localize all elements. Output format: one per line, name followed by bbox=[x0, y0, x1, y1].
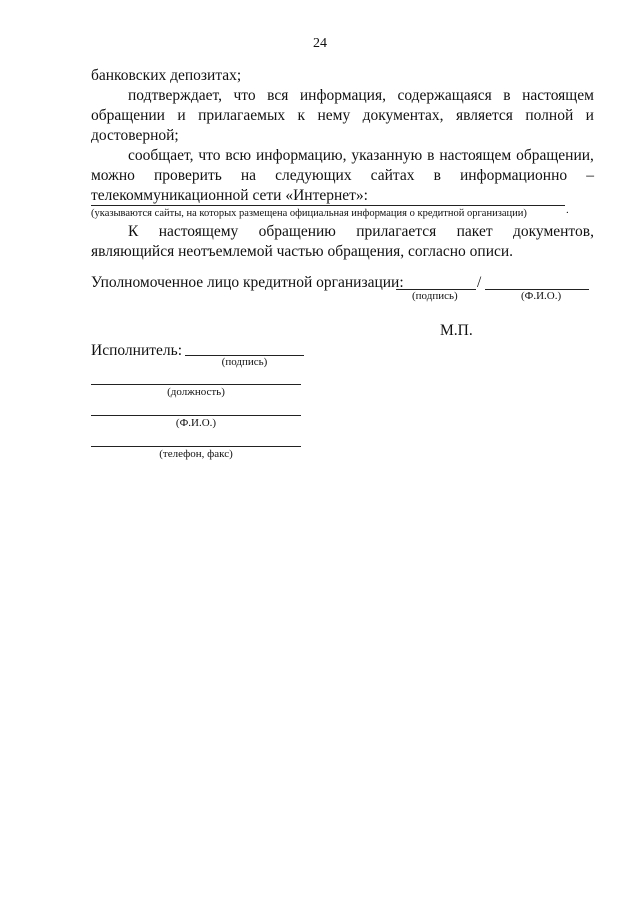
word: содержащаяся bbox=[397, 87, 492, 104]
authorized-name-caption: (Ф.И.О.) bbox=[521, 290, 562, 302]
word: нему bbox=[317, 107, 351, 124]
text-line-informs bbox=[128, 146, 594, 166]
word: на bbox=[240, 167, 257, 184]
word: является bbox=[455, 107, 513, 124]
word: обращении bbox=[91, 107, 165, 124]
authorized-person-label: Уполномоченное лицо кредитной организации: bbox=[91, 274, 404, 291]
word: информацию, bbox=[255, 147, 347, 164]
sites-blank-period: . bbox=[566, 204, 569, 216]
word: следующих bbox=[275, 167, 352, 184]
word: что bbox=[198, 147, 221, 164]
executor-label: Исполнитель: bbox=[91, 342, 183, 359]
word: проверить bbox=[154, 167, 222, 184]
executor-name-caption: (Ф.И.О.) bbox=[175, 417, 217, 429]
word: сообщает, bbox=[128, 147, 194, 164]
word: настоящем bbox=[439, 147, 512, 164]
word: всю bbox=[225, 147, 252, 164]
text-line-appeal bbox=[91, 106, 594, 126]
word: подтверждает, bbox=[128, 87, 222, 104]
word: К bbox=[128, 223, 139, 240]
word: и bbox=[177, 107, 186, 124]
page-number: 24 bbox=[313, 36, 327, 51]
authorized-slash: / bbox=[477, 274, 482, 291]
text-line-verify bbox=[91, 166, 594, 186]
executor-signature-caption: (подпись) bbox=[221, 356, 268, 368]
stamp-mark: М.П. bbox=[440, 322, 473, 339]
word: настоящему bbox=[158, 223, 239, 240]
word: обращении, bbox=[516, 147, 594, 164]
word: вся bbox=[267, 87, 289, 104]
executor-position-line bbox=[91, 384, 301, 385]
authorized-signature-caption: (подпись) bbox=[412, 290, 458, 302]
word: полной bbox=[525, 107, 574, 124]
word: документах, bbox=[362, 107, 444, 124]
word: информация, bbox=[299, 87, 386, 104]
word: к bbox=[297, 107, 306, 124]
executor-position-caption: (должность) bbox=[167, 386, 225, 398]
word: в bbox=[503, 87, 511, 104]
word: указанную bbox=[351, 147, 423, 164]
sites-blank-line bbox=[91, 205, 565, 206]
word: – bbox=[586, 167, 594, 184]
word: и bbox=[585, 107, 594, 124]
sites-caption: (указываются сайты, на которых размещена официальная информация о кредитной организации) bbox=[91, 208, 527, 219]
executor-name-line bbox=[91, 415, 301, 416]
executor-phone-line bbox=[91, 446, 301, 447]
executor-phone-caption: (телефон, факс) bbox=[159, 448, 233, 460]
text-line-internet: телекоммуникационной сети «Интернет»: bbox=[91, 187, 368, 204]
text-line-reliable: достоверной; bbox=[91, 127, 179, 144]
word: обращению bbox=[258, 223, 336, 240]
text-line-attached bbox=[128, 222, 594, 242]
word: можно bbox=[91, 167, 135, 184]
word: что bbox=[233, 87, 256, 104]
word: в bbox=[427, 147, 435, 164]
word: прилагается bbox=[356, 223, 437, 240]
word: пакет bbox=[456, 223, 493, 240]
word: в bbox=[433, 167, 441, 184]
word: информационно bbox=[459, 167, 568, 184]
text-line-inventory: являющийся неотъемлемой частью обращения, согласно описи. bbox=[91, 243, 514, 260]
word: прилагаемых bbox=[198, 107, 286, 124]
word: настоящем bbox=[522, 87, 594, 104]
word: сайтах bbox=[370, 167, 415, 184]
text-line-deposits: банковских депозитах; bbox=[91, 67, 242, 84]
word: документов, bbox=[512, 223, 594, 240]
text-line-confirms bbox=[128, 86, 594, 106]
